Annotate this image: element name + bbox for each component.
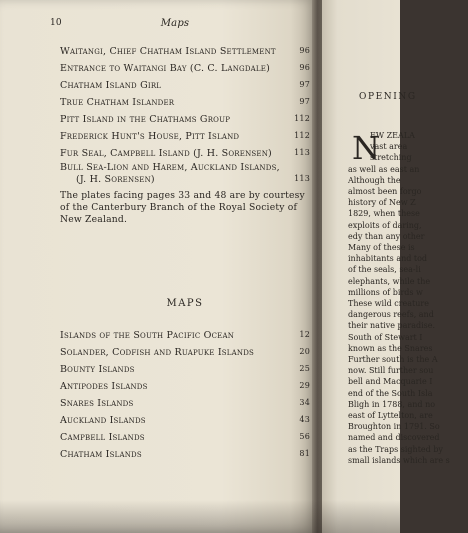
map-entry: Bounty Islands 25	[60, 364, 310, 375]
map-entry: Auckland Islands 43	[60, 415, 310, 426]
chapter-heading: OPENING	[359, 92, 417, 102]
body-line: South of Stewart I	[348, 332, 423, 342]
drop-cap: N	[352, 129, 381, 167]
body-line: Bligh in 1788, and no	[348, 399, 436, 409]
body-line: named and discovered	[348, 433, 440, 443]
body-line: These wild creature	[348, 299, 429, 309]
body-line: 1829, when these	[348, 209, 420, 219]
body-line: inhabitants and tod	[348, 254, 428, 264]
plate-entry: Frederick Hunt's House, Pitt Island 112	[60, 131, 310, 142]
body-line: millions of birds w	[348, 287, 423, 297]
maps-heading: MAPS	[166, 298, 204, 309]
body-line: their native paradise.	[348, 321, 436, 331]
page-number: 10	[50, 18, 62, 28]
body-line: exploits of daring,	[348, 220, 422, 230]
body-line: EW ZEALA	[370, 131, 415, 140]
map-entry: Chatham Islands 81	[60, 449, 310, 460]
map-entry: Snares Islands 34	[60, 398, 310, 409]
body-line: Many of these is	[348, 243, 415, 253]
map-entry: Antipodes Islands 29	[60, 381, 310, 392]
body-line: known as the Snares	[348, 343, 433, 353]
photo-shadow	[0, 500, 400, 533]
body-line: east of Lyttelton, are	[348, 411, 433, 421]
body-line: stretching	[370, 153, 412, 163]
body-line: small islands which are s	[348, 455, 450, 465]
plate-entry: True Chatham Islander 97	[60, 97, 310, 108]
body-line: edy than any other	[348, 231, 425, 241]
body-line: vast area	[370, 142, 408, 152]
body-line: history of New Z	[348, 198, 416, 208]
right-page	[322, 0, 450, 533]
map-entry: Islands of the South Pacific Ocean 12	[60, 330, 310, 341]
body-line: Although the	[348, 175, 401, 185]
plate-entry: Waitangi, Chief Chatham Island Settlement 96	[60, 46, 310, 57]
plates-courtesy-note: The plates facing pages 33 and 48 are by courtesy of the Canterbury Branch of the Royal Society of New Zealand.	[60, 190, 305, 225]
body-line: as the Traps sighted by	[348, 444, 443, 454]
running-head-title: Maps	[160, 18, 190, 29]
body-line: almost been forgo	[348, 187, 422, 197]
body-line: dangerous reefs, and	[348, 310, 434, 320]
body-line: end of the South Isla	[348, 388, 433, 398]
body-line: of the seals, sea-li	[348, 265, 421, 275]
plate-entry: Bull Sea-Lion and Harem, Auckland Islands, (J. H. Sorensen) 113	[60, 162, 310, 185]
body-line: Further south is the A	[348, 355, 438, 365]
running-header	[50, 18, 300, 32]
plate-entry: Pitt Island in the Chathams Group 112	[60, 114, 310, 125]
body-line: bell and Macquarie I	[348, 377, 433, 387]
plate-entry: Chatham Island Girl 97	[60, 80, 310, 91]
map-entry: Solander, Codfish and Ruapuke Islands 20	[60, 347, 310, 358]
body-line: now. Still further sou	[348, 366, 434, 376]
body-line: as well as east an	[348, 164, 420, 174]
body-line: elephants, while the	[348, 276, 431, 286]
plate-entry: Entrance to Waitangi Bay (C. C. Langdale) 96	[60, 63, 310, 74]
plate-entry: Fur Seal, Campbell Island (J. H. Sorensen) 113	[60, 148, 310, 159]
map-entry: Campbell Islands 56	[60, 432, 310, 443]
body-line: Broughton in 1791. So	[348, 422, 440, 432]
chapter-body-text	[348, 130, 468, 466]
